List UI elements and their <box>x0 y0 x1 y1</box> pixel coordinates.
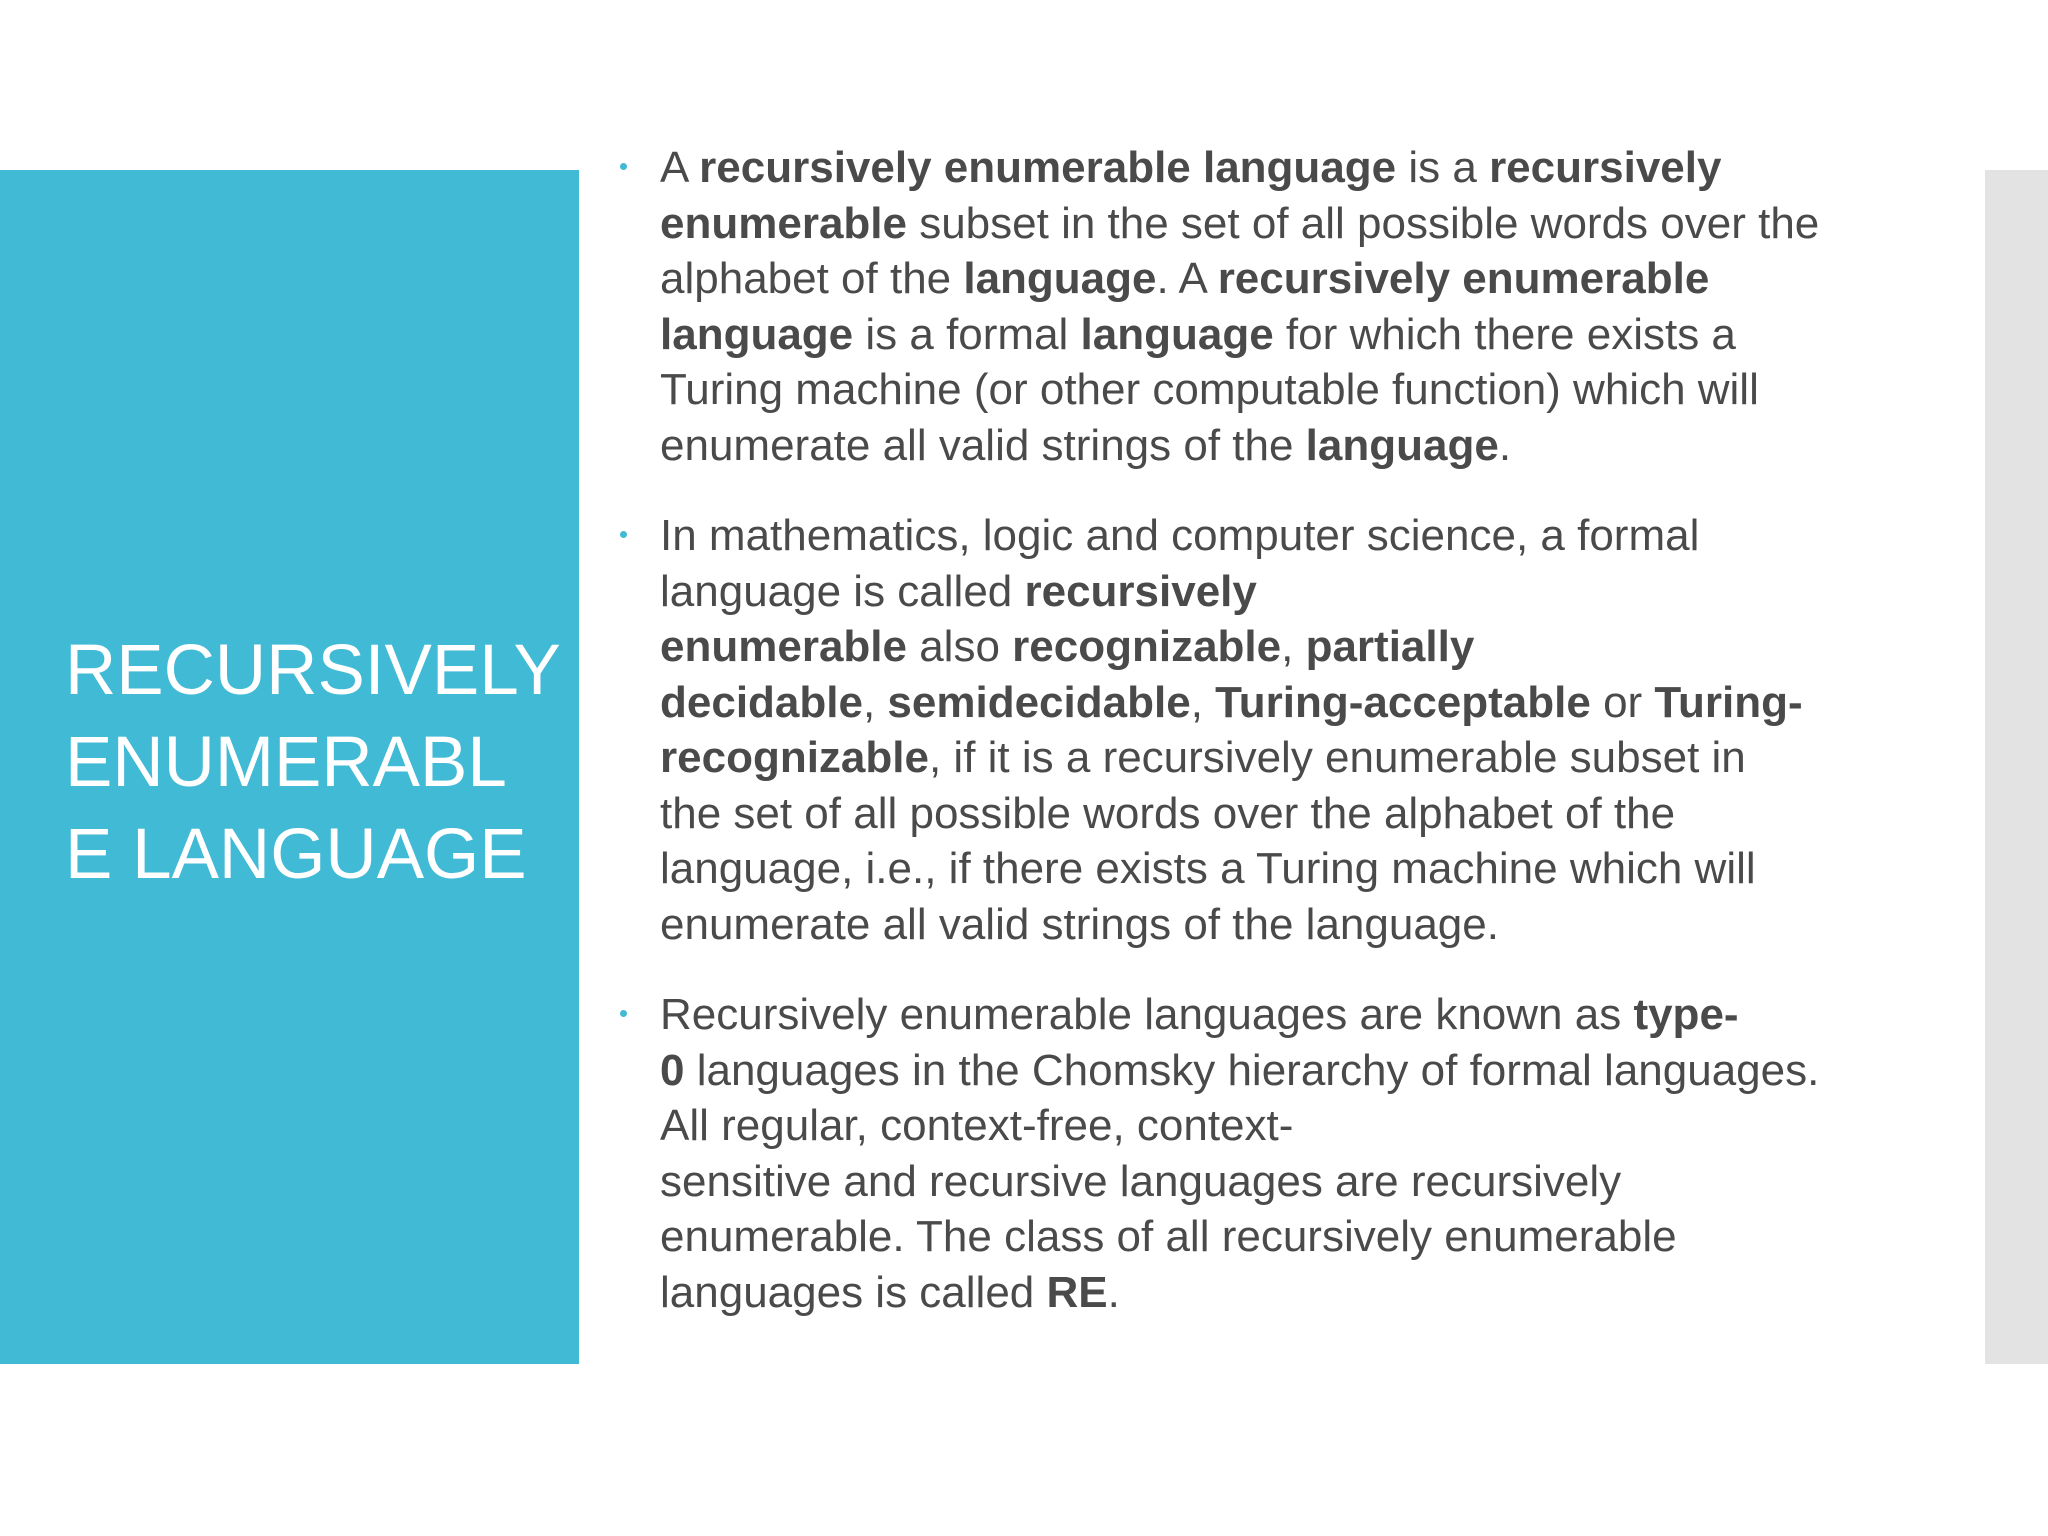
text-run: languages is called <box>660 1267 1047 1317</box>
bullet-line <box>660 307 1905 363</box>
bold-term: recognizable <box>1012 622 1282 671</box>
bullet-line <box>660 564 1905 620</box>
bullet-line <box>660 251 1905 307</box>
text-run: . A <box>1156 254 1218 303</box>
bold-term: language <box>660 309 854 359</box>
text-run: , <box>862 677 888 727</box>
bullet-paragraph <box>620 140 1905 473</box>
title-line: E LANGUAGE <box>65 815 527 894</box>
text-run: , <box>1281 622 1306 671</box>
text-run: or <box>1590 677 1655 727</box>
slide-title <box>65 625 575 901</box>
title-line: RECURSIVELY <box>65 631 561 710</box>
text-run: enumerable. The class of all recursively enumerable <box>660 1212 1677 1261</box>
bullet-line <box>660 1265 1905 1321</box>
text-run: All regular, context-free, context- <box>660 1101 1294 1150</box>
bold-term: recursively enumerable language <box>699 143 1397 192</box>
bold-term: language <box>1080 309 1274 359</box>
bullet-line <box>660 619 1905 675</box>
text-run: enumerate all valid strings of the language. <box>660 899 1499 949</box>
text-run: Recursively enumerable languages are known as <box>660 990 1634 1039</box>
text-run: , if it is a recursively enumerable subset in <box>928 733 1746 782</box>
bullet-dot-icon <box>620 1010 627 1017</box>
bold-term: type- <box>1633 990 1739 1039</box>
bold-term: recognizable <box>660 733 929 782</box>
bold-term: language <box>1305 420 1499 470</box>
text-run: . <box>1107 1267 1120 1317</box>
bullet-line <box>660 730 1905 786</box>
bold-term: decidable <box>660 677 863 727</box>
text-run: alphabet of the <box>660 254 964 303</box>
bold-term: language <box>963 254 1157 303</box>
bold-term: recursively <box>1489 143 1722 192</box>
bullet-dot-icon <box>620 163 627 170</box>
text-run: A <box>660 143 700 192</box>
bullet-line <box>660 786 1905 842</box>
text-run: subset in the set of all possible words over the <box>906 198 1820 248</box>
text-run: is a formal <box>853 309 1081 359</box>
text-run: enumerate all valid strings of the <box>660 420 1306 470</box>
text-run: also <box>906 622 1013 671</box>
text-run: Turing machine (or other computable function) which will <box>660 365 1759 414</box>
text-run: . <box>1498 420 1512 470</box>
bullet-line <box>660 1043 1905 1099</box>
bold-term: enumerable <box>660 622 907 671</box>
bullet-line <box>660 1098 1905 1154</box>
right-side-bar <box>1985 170 2048 1364</box>
bold-term: enumerable <box>660 198 907 248</box>
text-run: In mathematics, logic and computer science, a formal <box>660 511 1700 560</box>
bold-term: Turing- <box>1654 677 1803 727</box>
bullet-dot-icon <box>620 531 627 538</box>
bullet-line <box>660 362 1905 418</box>
bullet-line <box>660 418 1905 474</box>
bold-term: semidecidable <box>887 677 1191 727</box>
bullet-line <box>660 987 1905 1043</box>
slide-content <box>620 140 1905 1355</box>
bold-term: recursively <box>1024 566 1257 616</box>
bold-term: Turing-acceptable <box>1215 677 1591 727</box>
bold-term: recursively enumerable <box>1217 254 1710 303</box>
text-run: , <box>1190 677 1216 727</box>
bullet-line <box>660 1154 1905 1210</box>
text-run: is a <box>1396 143 1490 192</box>
bullet-paragraph <box>620 987 1905 1320</box>
text-run: languages in the Chomsky hierarchy of formal languages. <box>684 1045 1820 1095</box>
text-run: the set of all possible words over the alphabet of the <box>660 788 1676 838</box>
text-run: language, i.e., if there exists a Turing machine which will <box>660 844 1756 893</box>
bullet-line <box>660 675 1905 731</box>
text-run: sensitive and recursive languages are recursively <box>660 1156 1622 1206</box>
bullet-line <box>660 841 1905 897</box>
bullet-line <box>660 897 1905 953</box>
bold-term: partially <box>1305 622 1475 671</box>
bullet-paragraph <box>620 508 1905 952</box>
bold-term: RE <box>1046 1267 1108 1317</box>
text-run: language is called <box>660 566 1025 616</box>
bullet-line <box>660 508 1905 564</box>
bold-term: 0 <box>660 1045 685 1095</box>
title-line: ENUMERABL <box>65 723 507 802</box>
bullet-line <box>660 196 1905 252</box>
bullet-line <box>660 1209 1905 1265</box>
bullet-line <box>660 140 1905 196</box>
text-run: for which there exists a <box>1273 309 1736 359</box>
